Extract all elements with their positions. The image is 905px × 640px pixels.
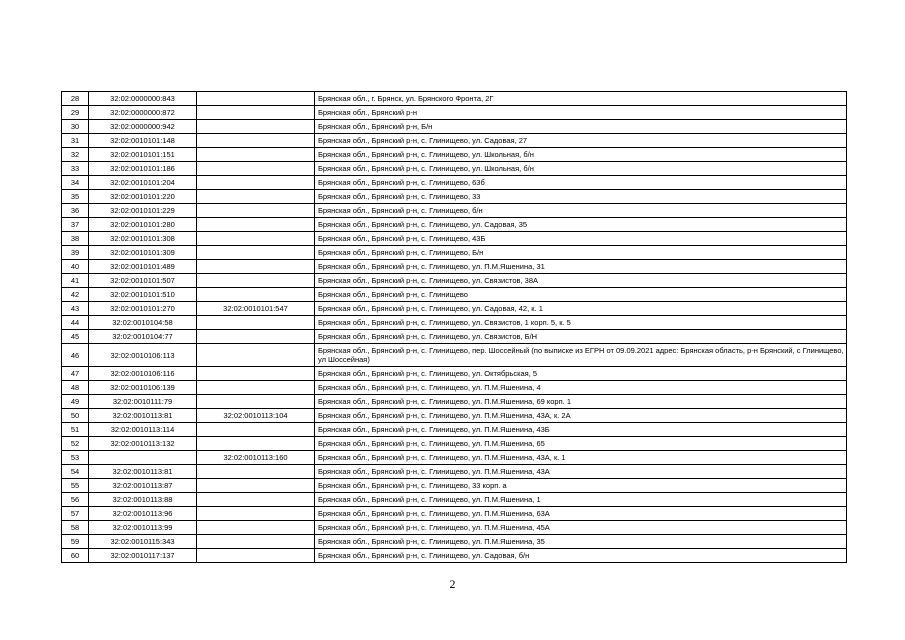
address-cell: Брянская обл., Брянский р-н, с. Глинищево, ул. П.М.Яшенина, 65 — [315, 437, 847, 451]
cadastral-number-cell: 32:02:0010101:510 — [89, 288, 197, 302]
cadastral-number-cell: 32:02:0010101:186 — [89, 162, 197, 176]
table-row — [62, 507, 847, 521]
address-cell: Брянская обл., Брянский р-н, с. Глинищево, 43Б — [315, 232, 847, 246]
table-row — [62, 535, 847, 549]
related-cadastral-number-cell: 32:02:0010113:104 — [197, 409, 315, 423]
address-cell: Брянская обл., Брянский р-н, с. Глинищево, ул. П.М.Яшенина, 1 — [315, 493, 847, 507]
row-number-cell: 60 — [62, 549, 89, 563]
cadastral-number-cell: 32:02:0010101:151 — [89, 148, 197, 162]
cadastral-number-cell: 32:02:0010113:96 — [89, 507, 197, 521]
related-cadastral-number-cell: 32:02:0010113:160 — [197, 451, 315, 465]
related-cadastral-number-cell: 32:02:0010101:547 — [197, 302, 315, 316]
related-cadastral-number-cell — [197, 120, 315, 134]
row-number-cell: 36 — [62, 204, 89, 218]
table-row — [62, 381, 847, 395]
cadastral-number-cell: 32:02:0010117:137 — [89, 549, 197, 563]
cadastral-number-cell: 32:02:0010101:204 — [89, 176, 197, 190]
related-cadastral-number-cell — [197, 423, 315, 437]
row-number-cell: 55 — [62, 479, 89, 493]
cadastral-number-cell: 32:02:0010115:343 — [89, 535, 197, 549]
address-cell: Брянская обл., Брянский р-н, с. Глинищево, ул. П.М.Яшенина, 45А — [315, 521, 847, 535]
address-cell: Брянская обл., Брянский р-н, с. Глинищево, ул. П.М.Яшенина, 4 — [315, 381, 847, 395]
table-row — [62, 288, 847, 302]
table-row — [62, 423, 847, 437]
related-cadastral-number-cell — [197, 381, 315, 395]
table-row — [62, 190, 847, 204]
row-number-cell: 50 — [62, 409, 89, 423]
cadastral-number-cell: 32:02:0010101:280 — [89, 218, 197, 232]
address-cell: Брянская обл., Брянский р-н, с. Глинищево, ул. П.М.Яшенина, 31 — [315, 260, 847, 274]
cadastral-number-cell — [89, 451, 197, 465]
row-number-cell: 38 — [62, 232, 89, 246]
cadastral-number-cell: 32:02:0010101:148 — [89, 134, 197, 148]
row-number-cell: 41 — [62, 274, 89, 288]
row-number-cell: 51 — [62, 423, 89, 437]
address-cell: Брянская обл., Брянский р-н, с. Глинищево, ул. Связистов, 38А — [315, 274, 847, 288]
table-row — [62, 148, 847, 162]
related-cadastral-number-cell — [197, 246, 315, 260]
related-cadastral-number-cell — [197, 106, 315, 120]
table-row — [62, 260, 847, 274]
related-cadastral-number-cell — [197, 395, 315, 409]
cadastral-table — [61, 91, 847, 563]
row-number-cell: 56 — [62, 493, 89, 507]
row-number-cell: 57 — [62, 507, 89, 521]
cadastral-number-cell: 32:02:0010106:139 — [89, 381, 197, 395]
related-cadastral-number-cell — [197, 204, 315, 218]
related-cadastral-number-cell — [197, 535, 315, 549]
cadastral-number-cell: 32:02:0010101:220 — [89, 190, 197, 204]
related-cadastral-number-cell — [197, 316, 315, 330]
row-number-cell: 48 — [62, 381, 89, 395]
related-cadastral-number-cell — [197, 344, 315, 367]
row-number-cell: 45 — [62, 330, 89, 344]
related-cadastral-number-cell — [197, 479, 315, 493]
address-cell: Брянская обл., Брянский р-н, с. Глинищево, ул. Связистов, 1 корп. 5, к. 5 — [315, 316, 847, 330]
row-number-cell: 52 — [62, 437, 89, 451]
cadastral-number-cell: 32:02:0000000:942 — [89, 120, 197, 134]
row-number-cell: 30 — [62, 120, 89, 134]
cadastral-number-cell: 32:02:0010101:308 — [89, 232, 197, 246]
table-row — [62, 330, 847, 344]
address-cell: Брянская обл., г. Брянск, ул. Брянского Фронта, 2Г — [315, 92, 847, 106]
cadastral-number-cell: 32:02:0010113:88 — [89, 493, 197, 507]
table-row — [62, 274, 847, 288]
row-number-cell: 58 — [62, 521, 89, 535]
cadastral-number-cell: 32:02:0000000:843 — [89, 92, 197, 106]
row-number-cell: 37 — [62, 218, 89, 232]
address-cell: Брянская обл., Брянский р-н, с. Глинищево — [315, 288, 847, 302]
related-cadastral-number-cell — [197, 493, 315, 507]
table-row — [62, 549, 847, 563]
table-row — [62, 134, 847, 148]
cadastral-number-cell: 32:02:0010113:87 — [89, 479, 197, 493]
address-cell: Брянская обл., Брянский р-н, с. Глинищево, ул. П.М.Яшенина, 43А — [315, 465, 847, 479]
related-cadastral-number-cell — [197, 549, 315, 563]
cadastral-number-cell: 32:02:0010113:81 — [89, 409, 197, 423]
cadastral-number-cell: 32:02:0000000:872 — [89, 106, 197, 120]
cadastral-number-cell: 32:02:0010101:489 — [89, 260, 197, 274]
row-number-cell: 29 — [62, 106, 89, 120]
related-cadastral-number-cell — [197, 465, 315, 479]
table-row — [62, 162, 847, 176]
table-row — [62, 204, 847, 218]
cadastral-number-cell: 32:02:0010113:114 — [89, 423, 197, 437]
address-cell: Брянская обл., Брянский р-н, с. Глинищево, ул. Школьная, б/н — [315, 162, 847, 176]
related-cadastral-number-cell — [197, 288, 315, 302]
table-row — [62, 302, 847, 316]
address-cell: Брянская обл., Брянский р-н, с. Глинищево, ул. П.М.Яшенина, 43А, к. 1 — [315, 451, 847, 465]
table-row — [62, 367, 847, 381]
table-row — [62, 344, 847, 367]
related-cadastral-number-cell — [197, 507, 315, 521]
cadastral-number-cell: 32:02:0010111:79 — [89, 395, 197, 409]
related-cadastral-number-cell — [197, 521, 315, 535]
cadastral-number-cell: 32:02:0010104:58 — [89, 316, 197, 330]
address-cell: Брянская обл., Брянский р-н, с. Глинищево, ул. П.М.Яшенина, 35 — [315, 535, 847, 549]
row-number-cell: 34 — [62, 176, 89, 190]
table-body — [62, 92, 847, 563]
table-row — [62, 106, 847, 120]
row-number-cell: 47 — [62, 367, 89, 381]
related-cadastral-number-cell — [197, 218, 315, 232]
row-number-cell: 49 — [62, 395, 89, 409]
table-row — [62, 465, 847, 479]
row-number-cell: 32 — [62, 148, 89, 162]
page-number: 2 — [449, 577, 456, 591]
related-cadastral-number-cell — [197, 134, 315, 148]
related-cadastral-number-cell — [197, 274, 315, 288]
row-number-cell: 31 — [62, 134, 89, 148]
address-cell: Брянская обл., Брянский р-н, с. Глинищево, ул. Садовая, 35 — [315, 218, 847, 232]
related-cadastral-number-cell — [197, 437, 315, 451]
table-row — [62, 437, 847, 451]
table-row — [62, 409, 847, 423]
related-cadastral-number-cell — [197, 367, 315, 381]
address-cell: Брянская обл., Брянский р-н, Б/н — [315, 120, 847, 134]
table-row — [62, 92, 847, 106]
table-row — [62, 218, 847, 232]
address-cell: Брянская обл., Брянский р-н, с. Глинищево, ул. П.М.Яшенина, 43А, к. 2А — [315, 409, 847, 423]
cadastral-number-cell: 32:02:0010113:81 — [89, 465, 197, 479]
address-cell: Брянская обл., Брянский р-н — [315, 106, 847, 120]
related-cadastral-number-cell — [197, 176, 315, 190]
related-cadastral-number-cell — [197, 232, 315, 246]
address-cell: Брянская обл., Брянский р-н, с. Глинищево, ул. Садовая, 42, к. 1 — [315, 302, 847, 316]
related-cadastral-number-cell — [197, 330, 315, 344]
cadastral-number-cell: 32:02:0010101:507 — [89, 274, 197, 288]
address-cell: Брянская обл., Брянский р-н, с. Глинищево, 63б — [315, 176, 847, 190]
cadastral-number-cell: 32:02:0010101:270 — [89, 302, 197, 316]
table-row — [62, 120, 847, 134]
address-cell: Брянская обл., Брянский р-н, с. Глинищево, пер. Шоссейный (по выписке из ЕГРН от 09.09.2021 адрес: Брянская область, р-н Брянский, с Глинищево, ул Шоссейная) — [315, 344, 847, 367]
related-cadastral-number-cell — [197, 162, 315, 176]
row-number-cell: 44 — [62, 316, 89, 330]
address-cell: Брянская обл., Брянский р-н, с. Глинищево, ул. П.М.Яшенина, 63А — [315, 507, 847, 521]
cadastral-number-cell: 32:02:0010113:99 — [89, 521, 197, 535]
related-cadastral-number-cell — [197, 92, 315, 106]
row-number-cell: 35 — [62, 190, 89, 204]
cadastral-number-cell: 32:02:0010106:116 — [89, 367, 197, 381]
address-cell: Брянская обл., Брянский р-н, с. Глинищево, 33 — [315, 190, 847, 204]
related-cadastral-number-cell — [197, 190, 315, 204]
address-cell: Брянская обл., Брянский р-н, с. Глинищево, ул. Садовая, 27 — [315, 134, 847, 148]
address-cell: Брянская обл., Брянский р-н, с. Глинищево, 33 корп. а — [315, 479, 847, 493]
row-number-cell: 46 — [62, 344, 89, 367]
table-row — [62, 246, 847, 260]
row-number-cell: 28 — [62, 92, 89, 106]
row-number-cell: 59 — [62, 535, 89, 549]
address-cell: Брянская обл., Брянский р-н, с. Глинищево, Б/н — [315, 246, 847, 260]
row-number-cell: 39 — [62, 246, 89, 260]
table-row — [62, 521, 847, 535]
cadastral-number-cell: 32:02:0010101:309 — [89, 246, 197, 260]
table-row — [62, 395, 847, 409]
related-cadastral-number-cell — [197, 148, 315, 162]
cadastral-number-cell: 32:02:0010106:113 — [89, 344, 197, 367]
row-number-cell: 43 — [62, 302, 89, 316]
row-number-cell: 40 — [62, 260, 89, 274]
address-cell: Брянская обл., Брянский р-н, с. Глинищево, ул. Связистов, Б/Н — [315, 330, 847, 344]
cadastral-number-cell: 32:02:0010113:132 — [89, 437, 197, 451]
address-cell: Брянская обл., Брянский р-н, с. Глинищево, б/н — [315, 204, 847, 218]
table-row — [62, 316, 847, 330]
table-row — [62, 451, 847, 465]
table-row — [62, 493, 847, 507]
address-cell: Брянская обл., Брянский р-н, с. Глинищево, ул. Садовая, б/н — [315, 549, 847, 563]
row-number-cell: 54 — [62, 465, 89, 479]
row-number-cell: 53 — [62, 451, 89, 465]
table-row — [62, 232, 847, 246]
address-cell: Брянская обл., Брянский р-н, с. Глинищево, ул. Октябрьская, 5 — [315, 367, 847, 381]
address-cell: Брянская обл., Брянский р-н, с. Глинищево, ул. Школьная, б/н — [315, 148, 847, 162]
cadastral-number-cell: 32:02:0010101:229 — [89, 204, 197, 218]
address-cell: Брянская обл., Брянский р-н, с. Глинищево, ул. П.М.Яшенина, 69 корп. 1 — [315, 395, 847, 409]
cadastral-number-cell: 32:02:0010104:77 — [89, 330, 197, 344]
table-row — [62, 479, 847, 493]
row-number-cell: 33 — [62, 162, 89, 176]
row-number-cell: 42 — [62, 288, 89, 302]
address-cell: Брянская обл., Брянский р-н, с. Глинищево, ул. П.М.Яшенина, 43Б — [315, 423, 847, 437]
related-cadastral-number-cell — [197, 260, 315, 274]
table-row — [62, 176, 847, 190]
